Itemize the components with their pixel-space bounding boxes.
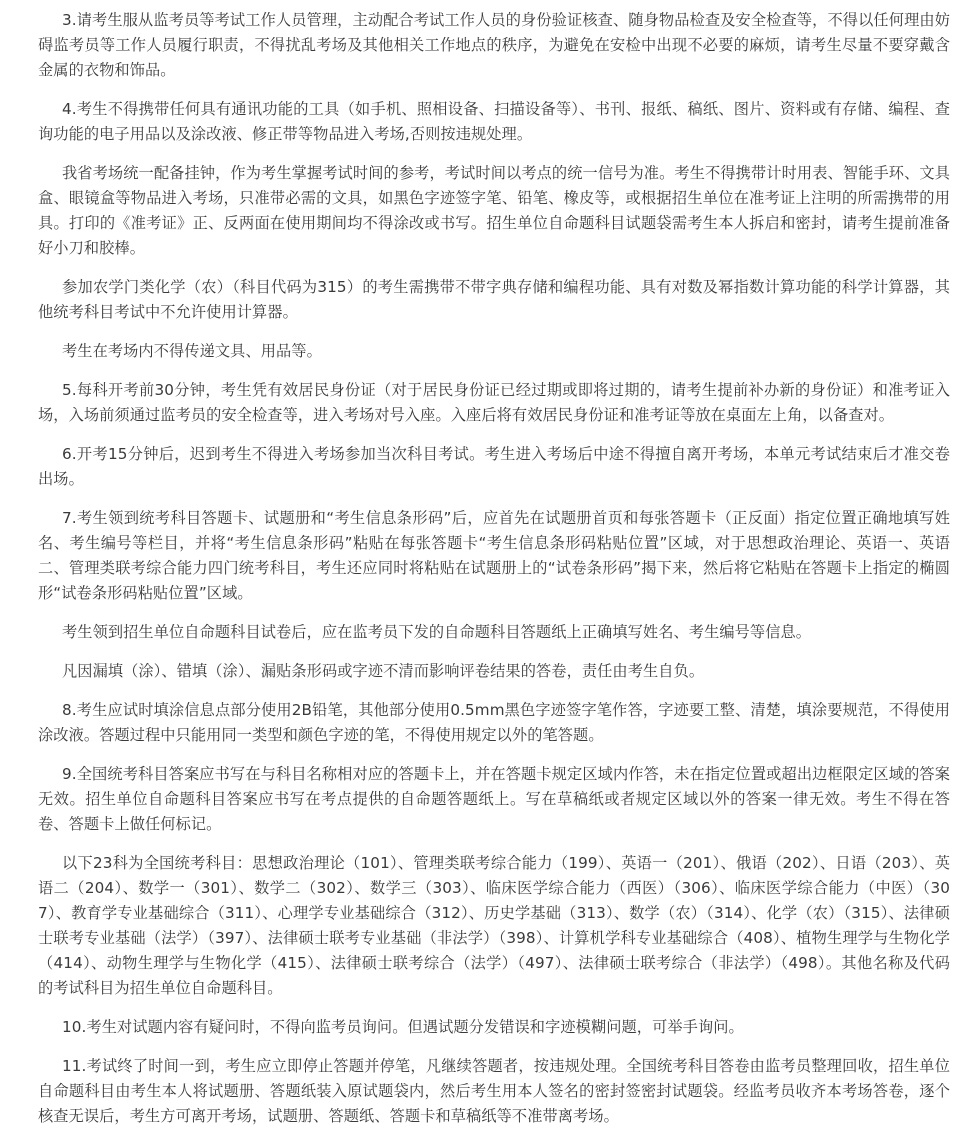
rule-5-paragraph: 5.每科开考前30分钟，考生凭有效居民身份证（对于居民身份证已经过期或即将过期的，请考生提前补办新的身份证）和准考证入场，入场前须通过监考员的安全检查等，进入考场对号入座。入座后将有效居民身份证和准考证等放在桌面左上角，以备查对。 [38, 381, 950, 424]
unified-subjects-list-paragraph: 以下23科为全国统考科目：思想政治理论（101）、管理类联考综合能力（199）、英语一（201）、俄语（202）、日语（203）、英语二（204）、数学一（301）、数学二（302）、数学三（303）、临床医学综合能力（西医）（306）、临床医学综合能力（中医）（307）、教育学专业基础综合（311）、心理学专业基础综合（312）、历史学基础（313）、数学（农）（314）、化学（农）（315）、法律硕士联考专业基础（法学）（397）、法律硕士联考专业基础（非法学）（398）、计算机学科专业基础综合（408）、植物生理学与生物化学（414）、动物生理学与生物化学（415）、法律硕士联考综合（法学）（497）、法律硕士联考综合（非法学）（498）。其他名称及代码的考试科目为招生单位自命题科目。 [38, 854, 950, 997]
rule-9-paragraph: 9.全国统考科目答案应书写在与科目名称相对应的答题卡上，并在答题卡规定区域内作答，未在指定位置或超出边框限定区域的答案无效。招生单位自命题科目答案应书写在考点提供的自命题答题纸上。写在草稿纸或者规定区域以外的答案一律无效。考生不得在答卷、答题卡上做任何标记。 [38, 765, 950, 833]
rule-7-paragraph: 7.考生领到统考科目答题卡、试题册和“考生信息条形码”后，应首先在试题册首页和每张答题卡（正反面）指定位置正确地填写姓名、考生编号等栏目，并将“考生信息条形码”粘贴在每张答题卡“考生信息条形码粘贴位置”区域，对于思想政治理论、英语一、英语二、管理类联考综合能力四门统考科目，考生还应同时将粘贴在试题册上的“试卷条形码”揭下来，然后将它粘贴在答题卡上指定的椭圆形“试卷条形码粘贴位置”区域。 [38, 509, 950, 602]
calculator-paragraph: 参加农学门类化学（农）（科目代码为315）的考生需携带不带字典存储和编程功能、具有对数及幂指数计算功能的科学计算器，其他统考科目考试中不允许使用计算器。 [38, 278, 950, 321]
no-passing-items-paragraph: 考生在考场内不得传递文具、用品等。 [62, 342, 322, 360]
rule-6-paragraph: 6.开考15分钟后，迟到考生不得进入考场参加当次科目考试。考生进入考场后中途不得擅自离开考场，本单元考试结束后才准交卷出场。 [38, 445, 950, 488]
rule-10-paragraph: 10.考生对试题内容有疑问时，不得向监考员询问。但遇试题分发错误和字迹模糊问题，可举手询问。 [62, 1018, 744, 1036]
clock-and-stationery-paragraph: 我省考场统一配备挂钟，作为考生掌握考试时间的参考，考试时间以考点的统一信号为准。考生不得携带计时用表、智能手环、文具盒、眼镜盒等物品进入考场，只准带必需的文具，如黑色字迹签字笔、铅笔、橡皮等，或根据招生单位在准考证上注明的所需携带的用具。打印的《准考证》正、反两面在使用期间均不得涂改或书写。招生单位自命题科目试题袋需考生本人拆启和密封，请考生提前准备好小刀和胶棒。 [38, 164, 950, 257]
self-set-exam-paper-paragraph: 考生领到招生单位自命题科目试卷后，应在监考员下发的自命题科目答题纸上正确填写姓名、考生编号等信息。 [62, 623, 812, 641]
rule-3-paragraph: 3.请考生服从监考员等考试工作人员管理，主动配合考试工作人员的身份验证核查、随身物品检查及安全检查等，不得以任何理由妨碍监考员等工作人员履行职责，不得扰乱考场及其他相关工作地点的秩序，为避免在安检中出现不必要的麻烦，请考生尽量不要穿戴含金属的衣物和饰品。 [38, 11, 950, 79]
rule-4-paragraph: 4.考生不得携带任何具有通讯功能的工具（如手机、照相设备、扫描设备等）、书刊、报纸、稿纸、图片、资料或有存储、编程、查询功能的电子用品以及涂改液、修正带等物品进入考场,否则按违规处理。 [38, 100, 950, 143]
responsibility-paragraph: 凡因漏填（涂）、错填（涂）、漏贴条形码或字迹不清而影响评卷结果的答卷，责任由考生自负。 [62, 662, 705, 680]
rule-8-paragraph: 8.考生应试时填涂信息点部分使用2B铅笔，其他部分使用0.5mm黑色字迹签字笔作答，字迹要工整、清楚，填涂要规范，不得使用涂改液。答题过程中只能用同一类型和颜色字迹的笔，不得使用规定以外的笔答题。 [38, 701, 950, 744]
rule-11-paragraph: 11.考试终了时间一到，考生应立即停止答题并停笔，凡继续答题者，按违规处理。全国统考科目答卷由监考员整理回收，招生单位自命题科目由考生本人将试题册、答题纸装入原试题袋内，然后考生用本人签名的密封签密封试题袋。经监考员收齐本考场答卷，逐个核查无误后，考生方可离开考场，试题册、答题纸、答题卡和草稿纸等不准带离考场。 [38, 1057, 950, 1125]
